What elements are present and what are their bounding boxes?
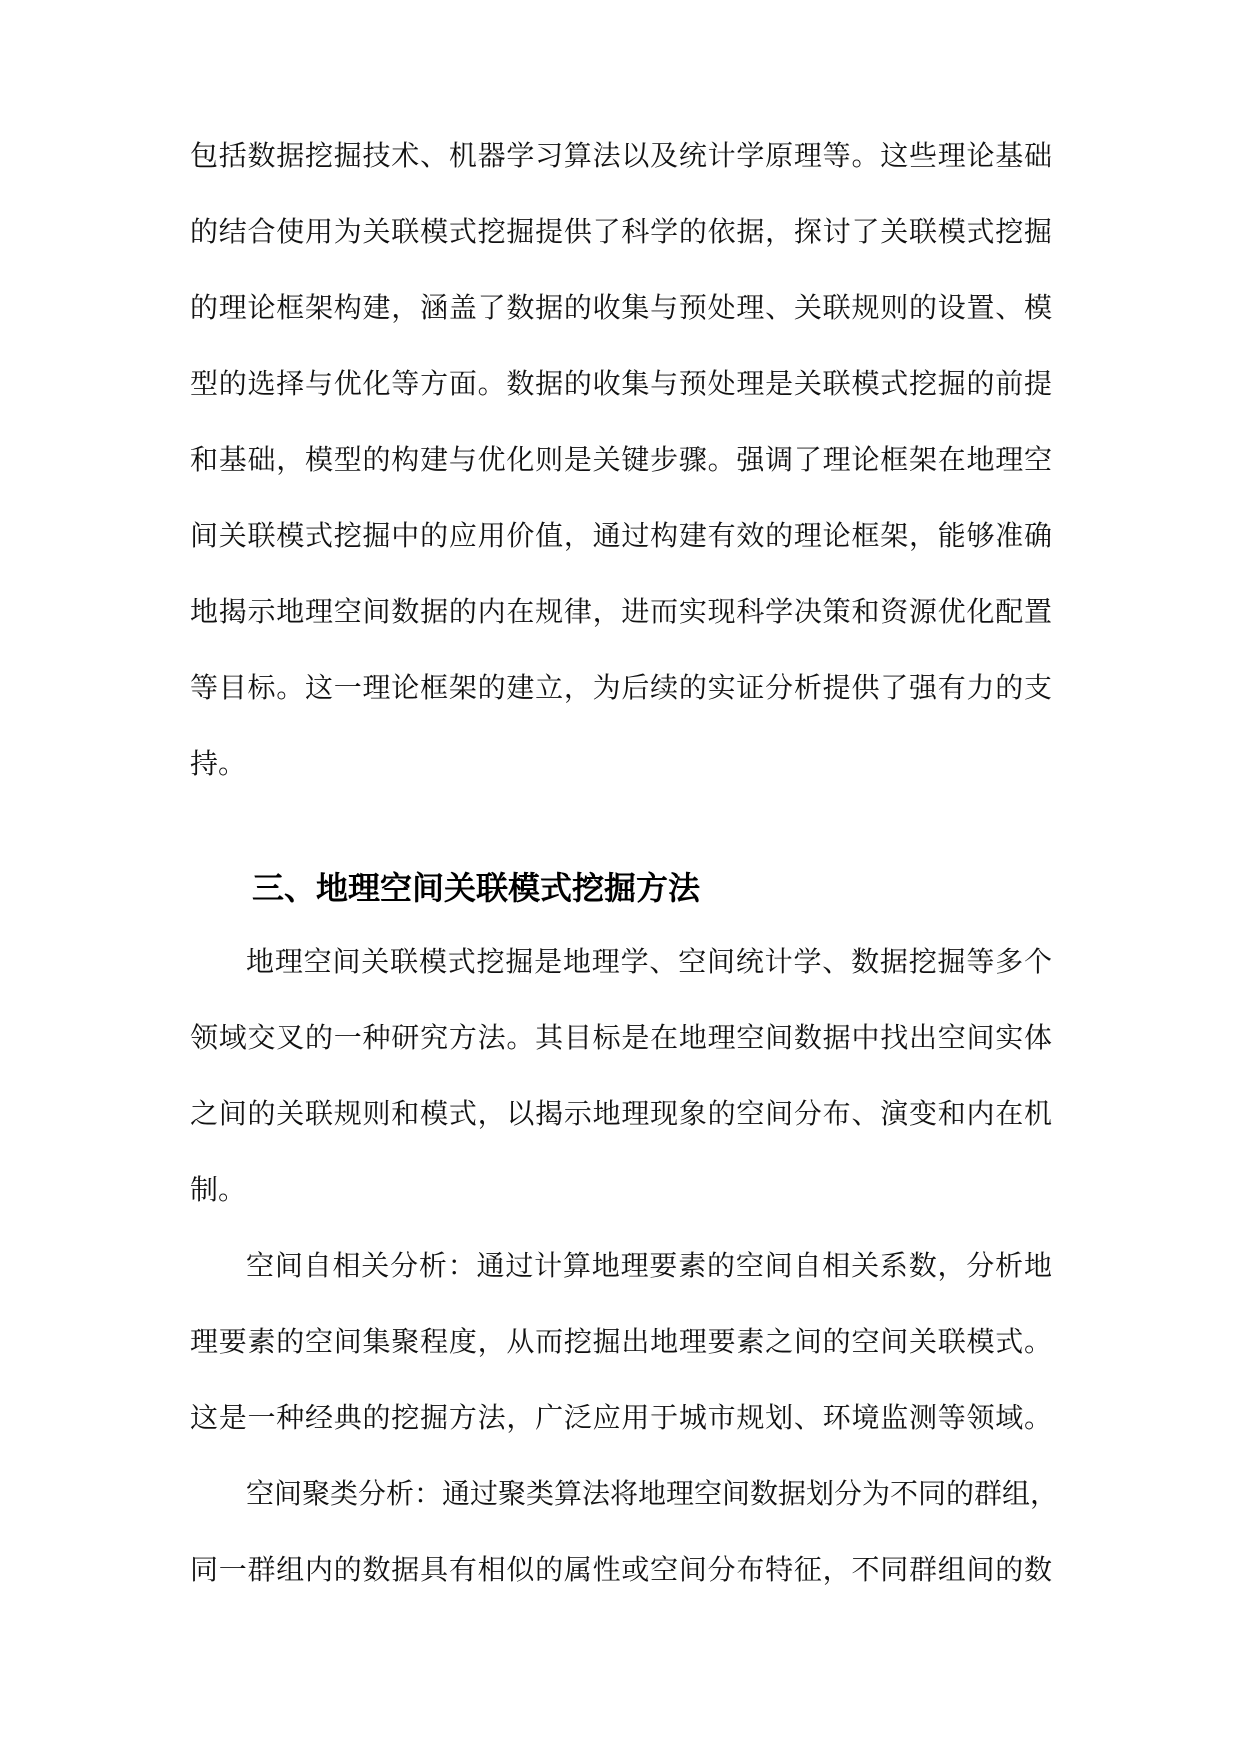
paragraph-line: 的理论框架构建，涵盖了数据的收集与预处理、关联规则的设置、模 bbox=[190, 291, 1052, 324]
paragraph-line: 这是一种经典的挖掘方法，广泛应用于城市规划、环境监测等领域。 bbox=[190, 1401, 1052, 1434]
section-heading: 三、地理空间关联模式挖掘方法 bbox=[252, 869, 701, 907]
paragraph-line: 间关联模式挖掘中的应用价值，通过构建有效的理论框架，能够准确 bbox=[190, 519, 1052, 552]
paragraph-line: 空间聚类分析：通过聚类算法将地理空间数据划分为不同的群组， bbox=[246, 1477, 1059, 1510]
paragraph-line: 制。 bbox=[190, 1173, 247, 1206]
paragraph-line: 同一群组内的数据具有相似的属性或空间分布特征，不同群组间的数 bbox=[190, 1553, 1052, 1586]
paragraph-line: 的结合使用为关联模式挖掘提供了科学的依据，探讨了关联模式挖掘 bbox=[190, 215, 1052, 248]
paragraph-line: 地理空间关联模式挖掘是地理学、空间统计学、数据挖掘等多个 bbox=[246, 945, 1052, 978]
paragraph-line: 型的选择与优化等方面。数据的收集与预处理是关联模式挖掘的前提 bbox=[190, 367, 1052, 400]
paragraph-line: 包括数据挖掘技术、机器学习算法以及统计学原理等。这些理论基础 bbox=[190, 139, 1052, 172]
paragraph-line: 和基础，模型的构建与优化则是关键步骤。强调了理论框架在地理空 bbox=[190, 443, 1052, 476]
paragraph-line: 领域交叉的一种研究方法。其目标是在地理空间数据中找出空间实体 bbox=[190, 1021, 1052, 1054]
paragraph-line: 理要素的空间集聚程度，从而挖掘出地理要素之间的空间关联模式。 bbox=[190, 1325, 1052, 1358]
paragraph-line: 空间自相关分析：通过计算地理要素的空间自相关系数，分析地 bbox=[246, 1249, 1052, 1282]
paragraph-line: 等目标。这一理论框架的建立，为后续的实证分析提供了强有力的支 bbox=[190, 671, 1052, 704]
paragraph-line: 之间的关联规则和模式，以揭示地理现象的空间分布、演变和内在机 bbox=[190, 1097, 1052, 1130]
paragraph-line: 持。 bbox=[190, 747, 247, 780]
paragraph-line: 地揭示地理空间数据的内在规律，进而实现科学决策和资源优化配置 bbox=[190, 595, 1052, 628]
